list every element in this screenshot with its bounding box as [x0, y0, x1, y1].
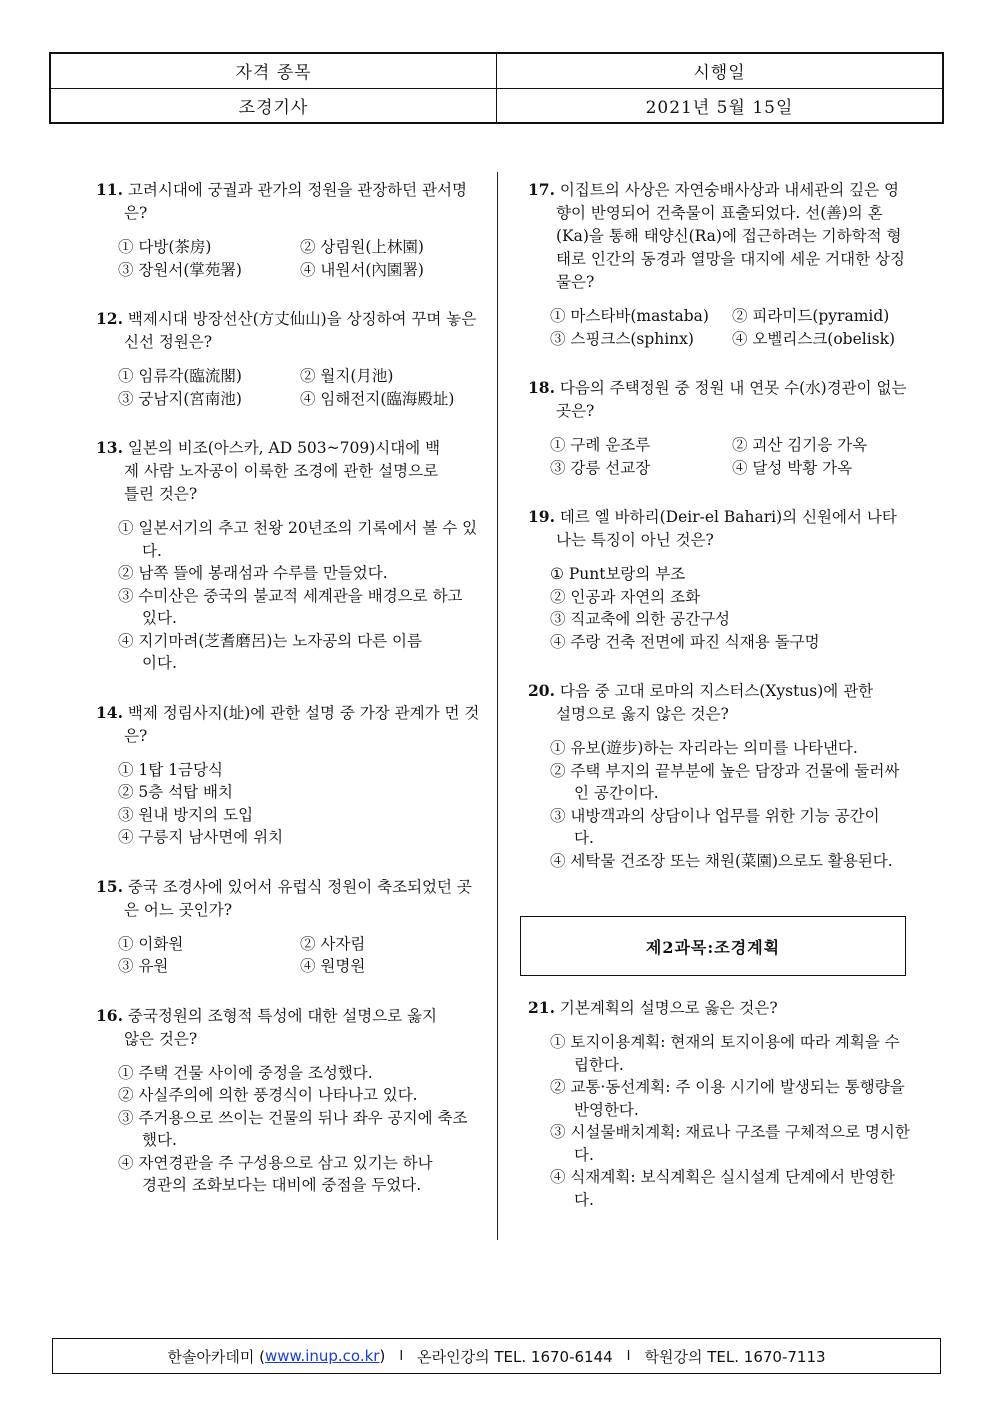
option-1[interactable]: ① 유보(遊步)하는 자리라는 의미를 나타낸다. — [550, 739, 858, 757]
option-1[interactable]: ① 임류각(臨流閣) — [118, 367, 242, 385]
option-4[interactable]: ④ 원명원 — [300, 957, 366, 975]
option-3[interactable]: ③ 강릉 선교장 — [550, 458, 651, 477]
footer-separator: I — [399, 1348, 404, 1364]
footer-separator: I — [626, 1348, 631, 1364]
option-3[interactable]: ③ 내방객과의 상담이나 업무를 위한 기능 공간이다. — [550, 806, 880, 847]
question-21 — [528, 996, 913, 1211]
question-stem: 15. 중국 조경사에 있어서 유럽식 정원이 축조되었던 곳은 어느 곳인가? — [96, 876, 472, 919]
option-2[interactable]: ② 피라미드(pyramid) — [732, 307, 890, 325]
option-2[interactable]: ② 주택 부지의 끝부분에 높은 담장과 건물에 둘러싸인 공간이다. — [550, 761, 900, 802]
question-19 — [528, 505, 913, 653]
option-2[interactable]: ② 남쪽 뜰에 봉래섬과 수루를 만들었다. — [118, 564, 388, 582]
option-4[interactable]: ④ 임해전지(臨海殿址) — [300, 389, 455, 408]
option-2[interactable]: ② 인공과 자연의 조화 — [550, 587, 701, 606]
option-2[interactable]: ② 상림원(上林園) — [300, 238, 424, 256]
header-label-date: 시행일 — [497, 53, 944, 88]
question-20 — [528, 679, 913, 872]
right-column — [528, 178, 913, 1211]
option-list — [96, 236, 482, 281]
option-list — [96, 933, 482, 978]
question-14 — [96, 701, 482, 849]
option-4[interactable]: ④ 오벨리스크(obelisk) — [732, 329, 896, 348]
option-1[interactable]: ① 토지이용계획: 현재의 토지이용에 따라 계획을 수립한다. — [550, 1033, 900, 1074]
option-list — [528, 434, 913, 479]
question-17 — [528, 178, 913, 350]
question-stem: 11. 고려시대에 궁궐과 관가의 정원을 관장하던 관서명은? — [96, 180, 467, 222]
question-15 — [96, 875, 482, 978]
question-stem: 13. 일본의 비조(아스카, AD 503~709)시대에 백제 사람 노자공이 이룩한 조경에 관한 설명으로 틀린 것은? — [96, 438, 441, 503]
footer-academy: 한솔아카데미 ( — [167, 1347, 265, 1366]
option-3[interactable]: ③ 궁남지(宮南池) — [118, 389, 242, 408]
option-3[interactable]: ③ 주거용으로 쓰이는 건물의 뒤나 좌우 공지에 축조했다. — [118, 1108, 468, 1149]
exam-header-table — [49, 52, 944, 124]
option-4[interactable]: ④ 자연경관을 주 구성용으로 삼고 있기는 하나 경관의 조화보다는 대비에 중점을 두었다. — [118, 1153, 433, 1194]
question-11 — [96, 178, 482, 281]
header-label-subject: 자격 종목 — [50, 53, 497, 88]
footer-offline-phone: 학원강의 TEL. 1670-7113 — [644, 1347, 826, 1366]
question-12 — [96, 307, 482, 410]
option-list — [528, 737, 913, 872]
option-3[interactable]: ③ 원내 방지의 도입 — [118, 805, 254, 824]
option-1[interactable]: ① 마스타바(mastaba) — [550, 307, 709, 325]
option-3[interactable]: ③ 시설물배치계획: 재료나 구조를 구체적으로 명시한다. — [550, 1123, 910, 1164]
page-footer — [52, 1338, 941, 1374]
question-stem: 21. 기본계획의 설명으로 옳은 것은? — [528, 998, 778, 1017]
option-list — [96, 1062, 482, 1197]
option-3[interactable]: ③ 스핑크스(sphinx) — [550, 329, 694, 348]
question-stem: 20. 다음 중 고대 로마의 지스터스(Xystus)에 관한 설명으로 옳지 않은 것은? — [528, 681, 874, 723]
column-divider — [497, 172, 498, 1240]
question-stem: 12. 백제시대 방장선산(方丈仙山)을 상징하여 꾸며 놓은 신선 정원은? — [96, 309, 477, 351]
option-3[interactable]: ③ 장원서(掌苑署) — [118, 260, 242, 279]
header-value-date: 2021년 5월 15일 — [497, 88, 944, 123]
question-stem: 14. 백제 정림사지(址)에 관한 설명 중 가장 관계가 먼 것은? — [96, 702, 480, 745]
question-stem: 18. 다음의 주택정원 중 정원 내 연못 수(水)경관이 없는 곳은? — [528, 378, 907, 420]
option-1[interactable]: ① 다방(茶房) — [118, 238, 212, 256]
option-3[interactable]: ③ 직교축에 의한 공간구성 — [550, 610, 731, 628]
option-4[interactable]: ④ 구릉지 남사면에 위치 — [118, 828, 284, 846]
question-18 — [528, 376, 913, 479]
left-column — [96, 178, 482, 1197]
option-list — [528, 305, 913, 350]
question-stem: 19. 데르 엘 바하리(Deir-el Bahari)의 신원에서 나타나는 특징이 아닌 것은? — [528, 507, 897, 549]
question-13 — [96, 436, 482, 675]
option-list — [96, 759, 482, 849]
option-1[interactable]: ① 이화원 — [118, 934, 184, 953]
option-1[interactable]: ① 주택 건물 사이에 중정을 조성했다. — [118, 1063, 373, 1082]
option-4[interactable]: ④ 주랑 건축 전면에 파진 식재용 돌구멍 — [550, 632, 820, 651]
question-stem: 16. 중국정원의 조형적 특성에 대한 설명으로 옳지 않은 것은? — [96, 1005, 438, 1048]
option-4[interactable]: ④ 지기마려(芝耆磨呂)는 노자공의 다른 이름이다. — [118, 631, 422, 672]
footer-academy-close: ) — [379, 1347, 386, 1365]
footer-online-phone: 온라인강의 TEL. 1670-6144 — [417, 1347, 613, 1366]
subject-title: 제2과목:조경계획 — [645, 937, 781, 957]
subject-title-box — [520, 916, 906, 976]
option-1[interactable]: ① 일본서기의 추고 천왕 20년조의 기록에서 볼 수 있다. — [118, 519, 478, 560]
option-4[interactable]: ④ 달성 박황 가옥 — [732, 458, 853, 477]
option-1[interactable]: ① 1탑 1금당식 — [118, 760, 223, 779]
option-3[interactable]: ③ 유원 — [118, 957, 169, 975]
option-1[interactable]: ① Punt보랑의 부조 — [550, 565, 686, 583]
footer-website-link[interactable]: www.inup.co.kr — [265, 1347, 380, 1365]
option-2[interactable]: ② 5층 석탑 배치 — [118, 783, 234, 801]
option-3[interactable]: ③ 수미산은 중국의 불교적 세계관을 배경으로 하고 있다. — [118, 586, 463, 627]
option-2[interactable]: ② 월지(月池) — [300, 367, 394, 385]
question-16 — [96, 1004, 482, 1197]
option-2[interactable]: ② 사자림 — [300, 934, 366, 953]
option-2[interactable]: ② 괴산 김기응 가옥 — [732, 436, 868, 454]
option-list — [528, 563, 913, 653]
question-stem: 17. 이집트의 사상은 자연숭배사상과 내세관의 깊은 영향이 반영되어 건축물이 표출되었다. 선(善)의 혼(Ka)을 통해 태양신(Ra)에 접근하려는 기하학적 형태로 인간의 동경과 열망을 대지에 세운 거대한 상징물은? — [528, 180, 905, 291]
option-2[interactable]: ② 교통·동선계획: 주 이용 시기에 발생되는 통행량을 반영한다. — [550, 1078, 905, 1119]
option-list — [528, 1031, 913, 1211]
header-value-subject: 조경기사 — [50, 88, 497, 123]
option-list — [96, 365, 482, 410]
option-4[interactable]: ④ 내원서(內園署) — [300, 260, 424, 279]
option-1[interactable]: ① 구례 운조루 — [550, 436, 651, 454]
option-4[interactable]: ④ 식재계획: 보식계획은 실시설계 단계에서 반영한다. — [550, 1168, 895, 1209]
option-4[interactable]: ④ 세탁물 건조장 또는 채원(菜園)으로도 활용된다. — [550, 851, 893, 870]
option-2[interactable]: ② 사실주의에 의한 풍경식이 나타나고 있다. — [118, 1086, 418, 1104]
option-list — [96, 517, 482, 675]
